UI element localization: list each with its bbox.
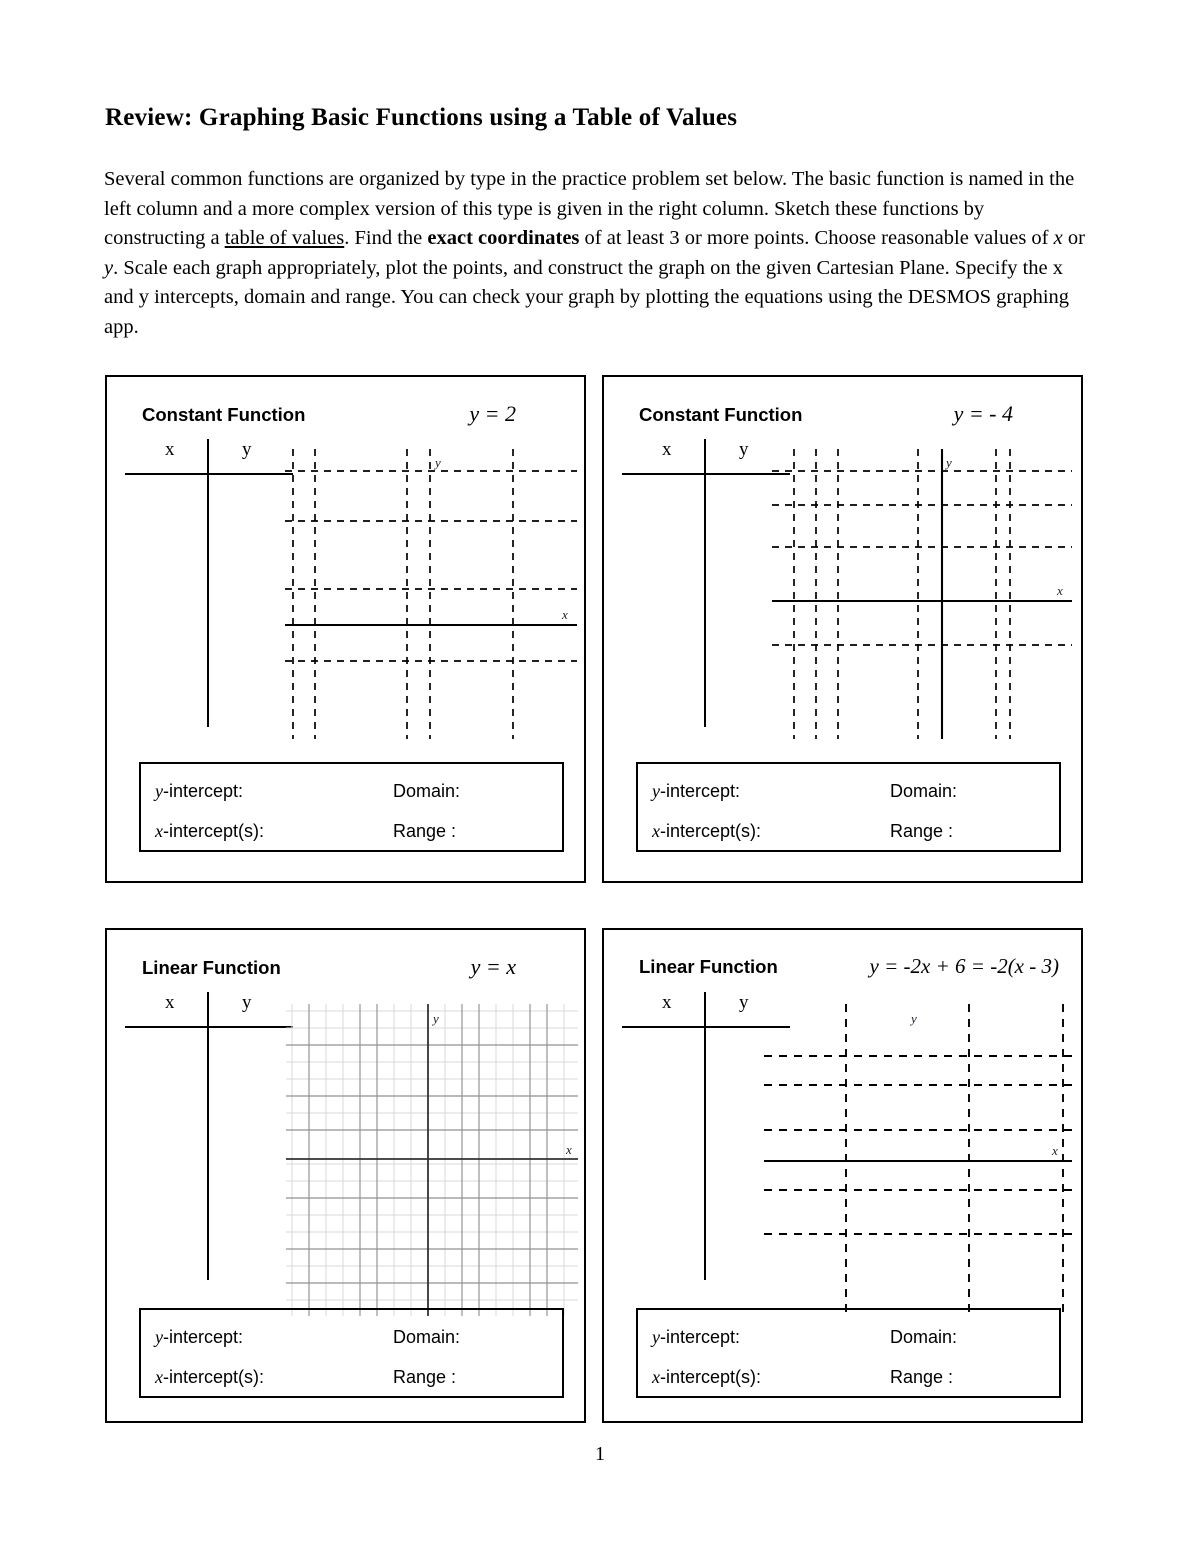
- problem-4-y-axis-label: y: [911, 1011, 917, 1026]
- intro-bold-phrase: exact coordinates: [427, 227, 580, 249]
- intro-paragraph: [104, 165, 1089, 342]
- problem-row-2: [105, 928, 1083, 1423]
- problem-3-x-intercept-label: x-intercept(s):: [155, 1367, 265, 1387]
- problem-1-y-intercept-label: y-intercept:: [155, 781, 244, 801]
- problem-2-answer-row-2: [652, 821, 1059, 843]
- problem-4-answer-row-1: [652, 1327, 1059, 1349]
- problem-3-column-header-x: x: [165, 992, 175, 1013]
- problem-1-column-header-x: x: [165, 439, 175, 460]
- problem-3-table-horizontal-rule: [125, 1026, 293, 1028]
- page-number: 1: [595, 1443, 605, 1465]
- problem-1-x-axis-label: x: [562, 607, 568, 622]
- intro-text-part5: . Scale each graph appropriately, plot the points, and construct the graph on the given Cartesian Plane. Specify the x and y intercepts, domain and range. You can check your graph by plotting the equations using the DESMOS graphing app.: [104, 256, 1070, 338]
- problem-1-function-type: Constant Function: [142, 404, 306, 425]
- page-title: Review: Graphing Basic Functions using a Table of Values: [105, 104, 738, 131]
- problem-2-equation: y = - 4: [953, 401, 1013, 426]
- problem-2-range-label: Range :: [890, 821, 954, 841]
- problem-2-header: [639, 401, 1065, 429]
- problem-1-y-axis-label: y: [435, 455, 441, 470]
- problem-2-column-header-x: x: [662, 439, 672, 460]
- problem-1-equation: y = 2: [469, 401, 516, 426]
- problem-1-x-intercept-label: x-intercept(s):: [155, 821, 265, 841]
- problem-4-answer-row-2: [652, 1367, 1059, 1389]
- intro-text-part3: of at least 3 or more points. Choose reasonable values of: [579, 227, 1054, 249]
- problem-2-answer-box[interactable]: [636, 762, 1061, 852]
- problem-4-x-axis-label: x: [1052, 1143, 1058, 1158]
- problem-3-answer-row-2: [155, 1367, 562, 1389]
- problem-2-table-vertical-rule: [704, 439, 706, 727]
- problem-4-table-vertical-rule: [704, 992, 706, 1280]
- problem-1-column-header-y: y: [242, 439, 252, 460]
- problem-3-answer-box[interactable]: [139, 1308, 564, 1398]
- intro-underlined-phrase: table of values: [224, 227, 345, 249]
- problem-4-y-intercept-label: y-intercept:: [652, 1327, 741, 1347]
- problem-2-cartesian-plane[interactable]: [772, 449, 1072, 739]
- problem-3-major-gridlines: [286, 1004, 578, 1316]
- problem-3-minor-gridlines: [286, 1004, 578, 1316]
- problem-3-header: [142, 954, 568, 982]
- problem-4-equation: y = -2x + 6 = -2(x - 3): [869, 954, 1059, 978]
- problem-1-table-of-values[interactable]: [117, 439, 297, 729]
- problem-2-table-horizontal-rule: [622, 473, 790, 475]
- problem-3-column-header-y: y: [242, 992, 252, 1013]
- intro-italic-y: y: [104, 256, 114, 279]
- problem-3-domain-label: Domain:: [393, 1327, 461, 1347]
- intro-italic-x: x: [1053, 227, 1063, 249]
- problem-3-answer-row-1: [155, 1327, 562, 1349]
- problem-2-domain-label: Domain:: [890, 781, 958, 801]
- problem-3-cartesian-plane[interactable]: [286, 1004, 578, 1316]
- problem-1-answer-row-2: [155, 821, 562, 843]
- problem-3-range-label: Range :: [393, 1367, 457, 1387]
- problem-4-header: [639, 954, 1065, 982]
- problem-2-y-intercept-label: y-intercept:: [652, 781, 741, 801]
- problem-3-y-axis-label: y: [433, 1011, 439, 1026]
- problem-1-range-label: Range :: [393, 821, 457, 841]
- problem-4-range-label: Range :: [890, 1367, 954, 1387]
- problem-cell-4: [602, 928, 1083, 1423]
- problem-4-cartesian-plane[interactable]: [764, 1004, 1072, 1316]
- intro-text-part1: Several common functions are organized by type in the practice problem set below. The basic function is named in the left column and a more complex version of this type is given in the right column. Sketch these functions by constructing a: [104, 168, 1075, 249]
- problem-4-domain-label: Domain:: [890, 1327, 958, 1347]
- problem-1-answer-row-1: [155, 781, 562, 803]
- problem-2-y-axis-label: y: [946, 455, 952, 470]
- problem-row-1: [105, 375, 1083, 883]
- problem-cell-2: [602, 375, 1083, 883]
- problem-4-column-header-y: y: [739, 992, 749, 1013]
- problem-2-answer-row-1: [652, 781, 1059, 803]
- problem-4-answer-box[interactable]: [636, 1308, 1061, 1398]
- problem-1-answer-box[interactable]: [139, 762, 564, 852]
- problem-3-table-vertical-rule: [207, 992, 209, 1280]
- problem-4-column-header-x: x: [662, 992, 672, 1013]
- problem-3-function-type: Linear Function: [142, 957, 281, 978]
- problem-1-cartesian-plane[interactable]: [285, 449, 577, 739]
- intro-text-part2: . Find the: [344, 227, 428, 249]
- problem-2-x-axis-label: x: [1057, 583, 1063, 598]
- problem-3-table-of-values[interactable]: [117, 992, 297, 1282]
- problem-1-table-vertical-rule: [207, 439, 209, 727]
- problem-4-x-intercept-label: x-intercept(s):: [652, 1367, 762, 1387]
- problem-1-table-horizontal-rule: [125, 473, 293, 475]
- problem-2-table-of-values[interactable]: [614, 439, 794, 729]
- problem-2-x-intercept-label: x-intercept(s):: [652, 821, 762, 841]
- intro-text-part4: or: [1062, 227, 1085, 249]
- problem-2-function-type: Constant Function: [639, 404, 803, 425]
- problem-1-domain-label: Domain:: [393, 781, 461, 801]
- problem-3-x-axis-label: x: [566, 1142, 572, 1157]
- problem-cell-3: [105, 928, 586, 1423]
- problem-3-equation: y = x: [470, 954, 516, 979]
- problem-cell-1: [105, 375, 586, 883]
- problem-4-function-type: Linear Function: [639, 956, 778, 977]
- problem-1-header: [142, 401, 568, 429]
- problem-2-column-header-y: y: [739, 439, 749, 460]
- problem-3-y-intercept-label: y-intercept:: [155, 1327, 244, 1347]
